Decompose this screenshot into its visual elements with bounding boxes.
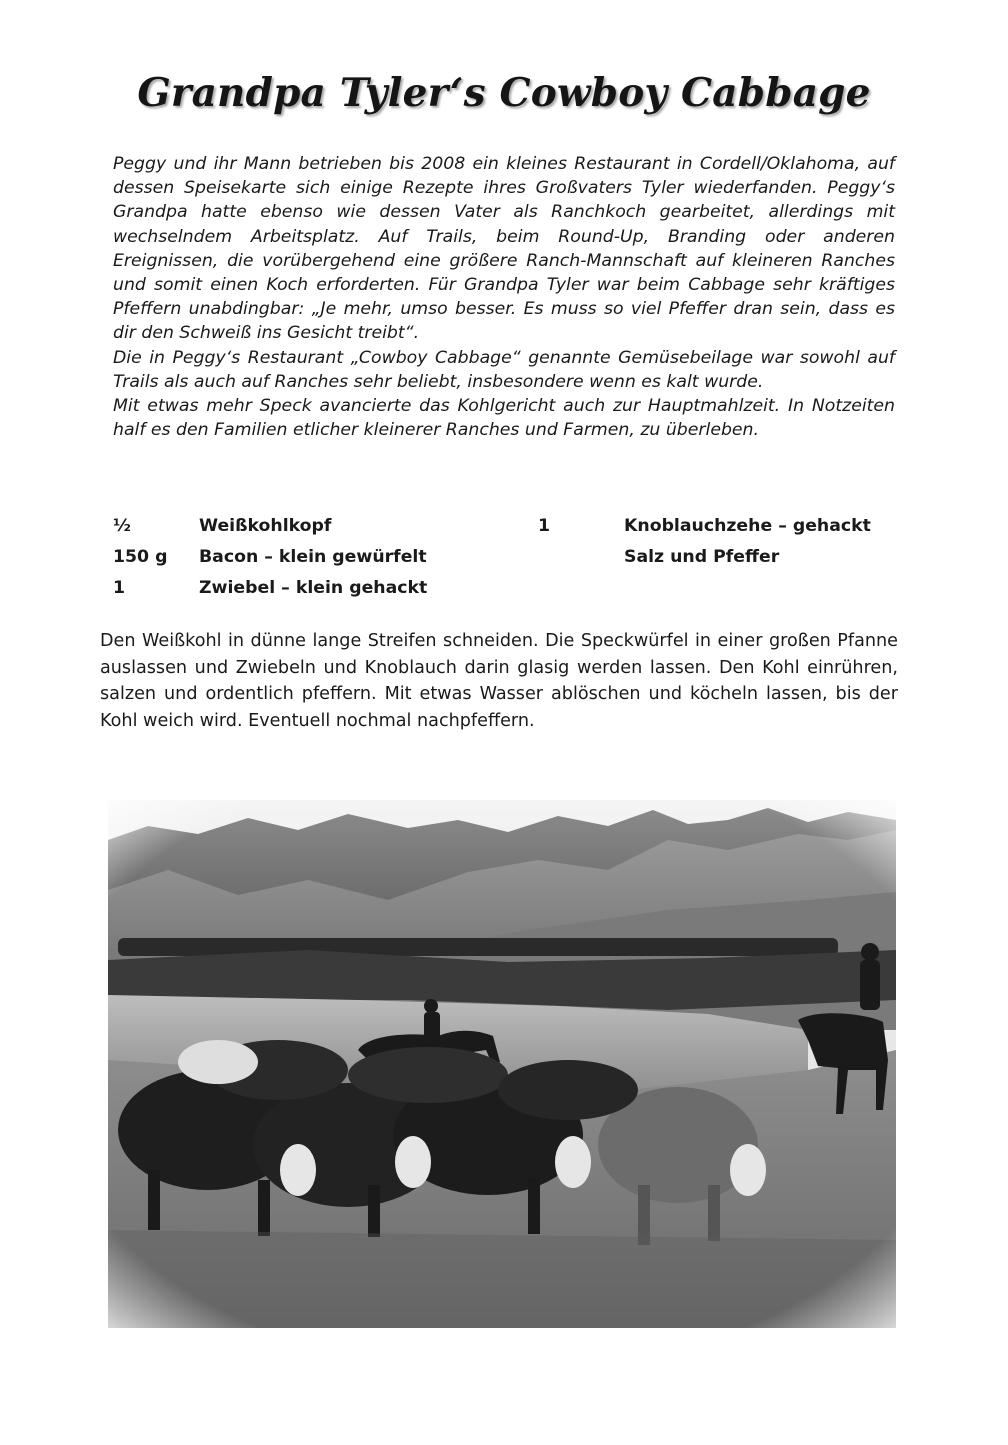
ranch-cattle-photo — [108, 800, 896, 1328]
ingredient-row — [113, 542, 533, 573]
ingredient-name: Zwiebel – klein gehackt — [199, 578, 428, 598]
ingredient-quantity: 150 g — [113, 547, 168, 567]
ingredient-name: Bacon – klein gewürfelt — [199, 547, 427, 567]
photo-illustration — [108, 800, 896, 1328]
ingredient-quantity: 1 — [113, 578, 126, 598]
ingredient-row — [538, 511, 918, 542]
ingredient-row — [113, 511, 533, 542]
intro-paragraph: Peggy und ihr Mann betrieben bis 2008 ein kleines Restaurant in Cordell/Oklahoma, auf dessen Speisekarte sich einige Rezepte ihres Großvaters Tyler wiederfanden. Peggy‘s Grandpa hatte ebenso wie dessen Vater als Ranchkoch gearbeitet, allerdings mit wechselndem Arbeitsplatz. Auf Trails, beim Round-Up, Branding oder anderen Ereignissen, die vorübergehend eine größere Ranch-Mannschaft auf kleineren Ranches und somit einen Koch erforderten. Für Grandpa Tyler war beim Cabbage sehr kräftiges Pfeffern unabdingbar: „Je mehr, umso besser. Es muss so viel Pfeffer dran sein, dass es dir den Schweiß ins Gesicht treibt“. — [113, 154, 895, 344]
ingredient-row — [113, 573, 533, 604]
ingredient-column-left — [113, 511, 533, 604]
ingredient-list — [113, 511, 913, 606]
instructions-text: Den Weißkohl in dünne lange Streifen schneiden. Die Speckwürfel in einer großen Pfanne auslassen und Zwiebeln und Knoblauch darin glasig werden lassen. Den Kohl einrühren, salzen und ordentlich pfeffern. Mit etwas Wasser ablöschen und köcheln lassen, bis der Kohl weich wird. Eventuell nochmal nachpfeffern. — [100, 631, 898, 731]
ingredient-quantity: ½ — [113, 516, 131, 536]
ingredient-column-right — [538, 511, 918, 573]
intro-text — [113, 152, 895, 442]
ingredient-name: Salz und Pfeffer — [624, 547, 780, 567]
ingredient-quantity: 1 — [538, 516, 551, 536]
ingredient-quantity — [538, 542, 624, 573]
ingredient-name: Knoblauchzehe – gehackt — [624, 516, 871, 536]
ingredient-name: Weißkohlkopf — [199, 516, 332, 536]
ingredient-row — [538, 542, 918, 573]
intro-paragraph: Die in Peggy‘s Restaurant „Cowboy Cabbage“ genannte Gemüsebeilage war sowohl auf Trails als auch auf Ranches sehr beliebt, insbesondere wenn es kalt wurde. — [113, 347, 895, 392]
intro-paragraph: Mit etwas mehr Speck avancierte das Kohlgericht auch zur Hauptmahlzeit. In Notzeiten half es den Familien etlicher kleinerer Ranches und Farmen, zu überleben. — [113, 396, 895, 441]
recipe-title: Grandpa Tyler‘s Cowboy Cabbage — [137, 70, 871, 116]
